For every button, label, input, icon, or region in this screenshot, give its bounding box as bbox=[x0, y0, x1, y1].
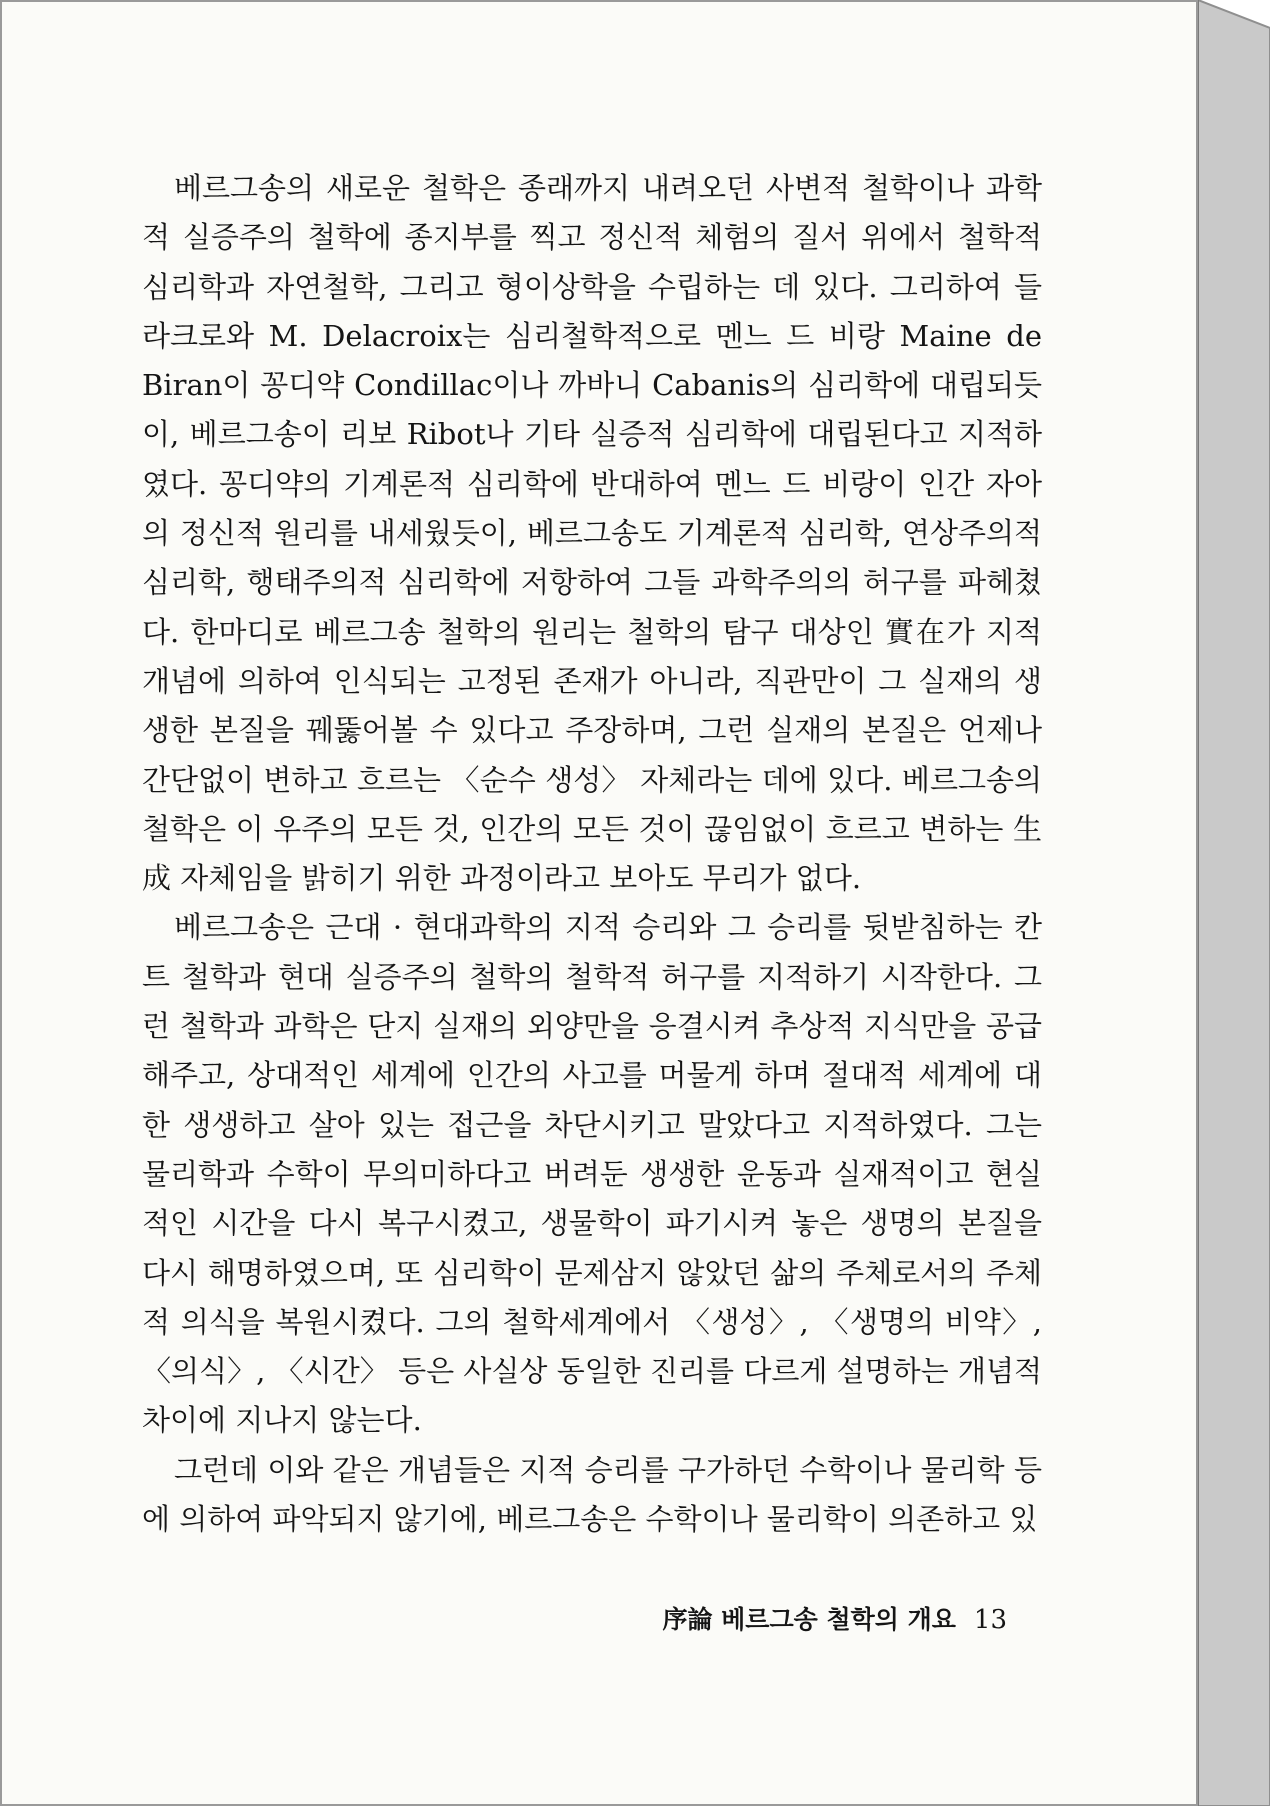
paragraph-1: 베르그송의 새로운 철학은 종래까지 내려오던 사변적 철학이나 과학적 실증주의 철학에 종지부를 찍고 정신적 체험의 질서 위에서 철학적 심리학과 자연철학, 그리고 형이상학을 수립하는 데 있다. 그리하여 들라크로와 M. Delacroix는 심리철학적으로 멘느 드 비랑 Maine de Biran이 꽁디약 Condillac이나 까바니 Cabanis의 심리학에 대립되듯이, 베르그송이 리보 Ribot나 기타 실증적 심리학에 대립된다고 지적하였다. 꽁디약의 기계론적 심리학에 반대하여 멘느 드 비랑이 인간 자아의 정신적 원리를 내세웠듯이, 베르그송도 기계론적 심리학, 연상주의적 심리학, 행태주의적 심리학에 저항하여 그들 과학주의의 허구를 파헤쳤다. 한마디로 베르그송 철학의 원리는 철학의 탐구 대상인 實在가 지적 개념에 의하여 인식되는 고정된 존재가 아니라, 직관만이 그 실재의 생생한 본질을 꿰뚫어볼 수 있다고 주장하며, 그런 실재의 본질은 언제나 간단없이 변하고 흐르는 〈순수 생성〉 자체라는 데에 있다. 베르그송의 철학은 이 우주의 모든 것, 인간의 모든 것이 끊임없이 흐르고 변하는 生成 자체임을 밝히기 위한 과정이라고 보아도 무리가 없다. bbox=[142, 171, 1042, 896]
paragraph-2: 베르그송은 근대 · 현대과학의 지적 승리와 그 승리를 뒷받침하는 칸트 철학과 현대 실증주의 철학의 철학적 허구를 지적하기 시작한다. 그런 철학과 과학은 단지 실재의 외양만을 응결시켜 추상적 지식만을 공급해주고, 상대적인 세계에 인간의 사고를 머물게 하며 절대적 세계에 대한 생생하고 살아 있는 접근을 차단시키고 말았다고 지적하였다. 그는 물리학과 수학이 무의미하다고 버려둔 생생한 운동과 실재적이고 현실적인 시간을 다시 복구시켰고, 생물학이 파기시켜 놓은 생명의 본질을 다시 해명하였으며, 또 심리학이 문제삼지 않았던 삶의 주체로서의 주체적 의식을 복원시켰다. 그의 철학세계에서 〈생성〉, 〈생명의 비약〉, 〈의식〉, 〈시간〉 등은 사실상 동일한 진리를 다르게 설명하는 개념적 차이에 지나지 않는다. bbox=[142, 910, 1042, 1438]
page-number: 13 bbox=[973, 1605, 1007, 1635]
book-edge bbox=[1198, 0, 1270, 1806]
body-text bbox=[142, 164, 1042, 1544]
running-title: 序論 베르그송 철학의 개요 bbox=[662, 1605, 956, 1634]
paragraph-3: 그런데 이와 같은 개념들은 지적 승리를 구가하던 수학이나 물리학 등에 의하여 파악되지 않기에, 베르그송은 수학이나 물리학이 의존하고 있 bbox=[142, 1452, 1042, 1537]
page-footer bbox=[642, 1600, 1007, 1636]
